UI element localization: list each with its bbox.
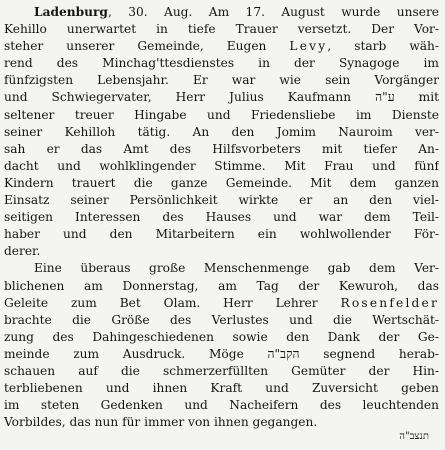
text-line: [4, 278, 439, 295]
text-line: [4, 141, 439, 158]
text-segment: derer.: [4, 244, 41, 259]
text-line: [4, 260, 439, 277]
text-segment: rend des Minchag'ttesdienstes in der Synagoge im: [4, 56, 439, 71]
text-segment: Einsatz seiner Persönlichkeit wirkte er an den viel-: [4, 193, 439, 208]
text-segment: zung des Dahingeschiedenen sowie den Dank der Ge-: [4, 329, 439, 344]
spaced-name: Levy: [289, 39, 328, 54]
text-line: [4, 209, 439, 226]
article-body: [4, 4, 439, 431]
text-segment: sah er das Amt des Hilfsvorbeters mit tiefer An-: [4, 141, 439, 156]
text-segment: Vorbildes, das nun für immer von ihnen gegangen.: [4, 415, 318, 430]
text-line: [4, 55, 439, 72]
text-line: [4, 414, 439, 431]
text-line: [4, 226, 439, 243]
text-segment: Geleite zum Bet Olam. Herr Lehrer: [4, 295, 341, 310]
text-segment: seltener treuer Hingabe und Friedensliebe im Dienste: [4, 107, 439, 122]
text-line: [4, 158, 439, 175]
text-segment: seitigen Interessen des Hauses und war dem Teil-: [4, 210, 439, 225]
text-line: [4, 363, 439, 380]
text-line: [4, 107, 439, 124]
text-line: [4, 124, 439, 141]
text-line: [4, 192, 439, 209]
text-line: [4, 295, 439, 312]
text-segment: schauen auf die schmerzerfüllten Gemüter der Hin-: [4, 363, 439, 378]
text-segment: seiner Kehilloh tätig. An den Jomim Nauroim ver-: [4, 124, 439, 139]
text-segment: brachte die Größe des Verlustes und die Wertschät-: [4, 312, 439, 327]
text-segment: terbliebenen und ihnen Kraft und Zuversicht geben: [4, 381, 439, 396]
closing-abbreviation: תנצב"ה: [399, 431, 429, 443]
text-segment: blichenen am Donnerstag, am Tag der Kewuroh, das: [4, 278, 439, 293]
text-segment: Kindern trauert die ganze Gemeinde. Mit dem ganzen: [4, 175, 439, 190]
text-line: [4, 380, 439, 397]
text-line: [4, 89, 439, 106]
text-segment: Eine überaus große Menschenmenge gab dem Ver-: [34, 261, 439, 276]
text-line: [4, 4, 439, 21]
spaced-name: Rosenfelder: [340, 295, 439, 310]
text-segment: , 30. Aug. Am 17. August wurde unsere: [107, 5, 439, 19]
text-line: [4, 243, 439, 260]
text-segment: steher unserer Gemeinde, Eugen: [4, 39, 290, 54]
text-segment: fünfzigsten Lebensjahr. Er war wie sein Vorgänger: [4, 73, 439, 88]
text-segment: , starb wäh-: [327, 39, 439, 54]
article-paragraph: [4, 4, 439, 260]
text-line: [4, 312, 439, 329]
text-line: [4, 329, 439, 346]
text-line: [4, 72, 439, 89]
text-segment: meinde zum Ausdruck. Möge הקב"ה segnend herab-: [4, 346, 439, 361]
text-segment: Kehillo unerwartet in tiefe Trauer versetzt. Der Vor-: [4, 22, 439, 37]
text-line: [4, 21, 439, 38]
text-segment: dacht und wohlklingender Stimme. Mit Frau und fünf: [4, 158, 439, 173]
text-line: [4, 175, 439, 192]
text-segment: haber und den Mitarbeitern ein wohlwollender För-: [4, 227, 439, 242]
text-line: [4, 38, 439, 55]
text-line: [4, 346, 439, 363]
text-line: [4, 397, 439, 414]
dateline-place: Ladenburg: [34, 5, 108, 19]
article-paragraph: [4, 260, 439, 431]
text-segment: und Schwiegervater, Herr Julius Kaufmann ע"ה mit: [4, 90, 439, 105]
text-segment: im steten Gedenken und Nacheifern des leuchtenden: [4, 398, 439, 413]
